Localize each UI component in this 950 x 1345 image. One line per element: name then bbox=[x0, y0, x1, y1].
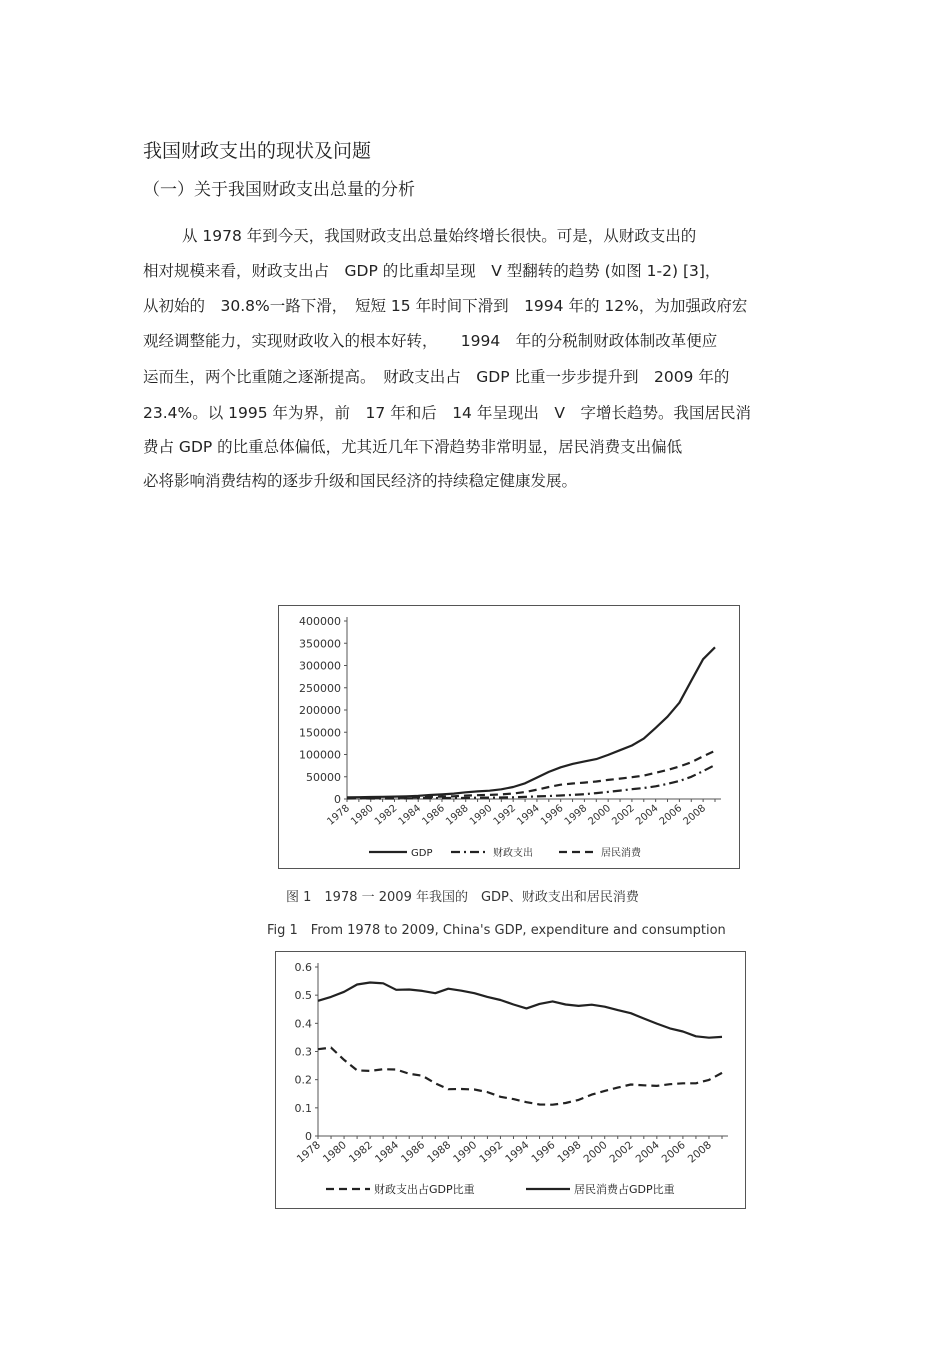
y-tick-label: 50000 bbox=[306, 770, 341, 784]
series-line bbox=[347, 765, 715, 799]
paragraph-line: 运而生，两个比重随之逐渐提高。 财政支出占 GDP 比重一步步提升到 2009 年的 bbox=[143, 368, 730, 386]
series-line bbox=[347, 647, 715, 797]
paragraph-line: 23.4%。以 1995 年为界，前 17 年和后 14 年呈现出 V 字增长趋势。我国居民消 bbox=[143, 404, 751, 422]
series-line bbox=[318, 1048, 722, 1105]
section-heading: 我国财政支出的现状及问题 bbox=[143, 140, 372, 162]
x-tick-label: 1994 bbox=[515, 802, 542, 828]
x-tick-label: 1996 bbox=[529, 1139, 558, 1166]
x-tick-label: 1998 bbox=[562, 802, 590, 828]
y-tick-label: 250000 bbox=[299, 681, 341, 695]
x-tick-label: 1986 bbox=[420, 802, 447, 828]
y-tick-label: 350000 bbox=[299, 637, 341, 651]
chart-gdp-expenditure-consumption bbox=[278, 605, 740, 869]
x-tick-label: 1978 bbox=[325, 802, 352, 828]
paragraph-line: 从 1978 年到今天，我国财政支出总量始终增长很快。可是，从财政支出的 bbox=[182, 227, 697, 245]
x-tick-label: 1980 bbox=[320, 1139, 349, 1166]
x-tick-label: 2004 bbox=[633, 1139, 662, 1166]
y-tick-label: 400000 bbox=[299, 615, 341, 628]
y-tick-label: 0.6 bbox=[294, 961, 312, 974]
x-tick-label: 2008 bbox=[685, 1139, 714, 1166]
x-tick-label: 1984 bbox=[396, 802, 424, 828]
y-tick-label: 0.2 bbox=[294, 1073, 312, 1087]
x-tick-label: 2000 bbox=[586, 802, 614, 828]
x-tick-label: 1990 bbox=[467, 802, 495, 828]
legend-label: 居民消费 bbox=[601, 848, 641, 859]
y-tick-label: 0.4 bbox=[294, 1017, 312, 1031]
x-tick-label: 2004 bbox=[634, 802, 661, 828]
figure-caption-cn: 图 1 1978 一 2009 年我国的 GDP、财政支出和居民消费 bbox=[286, 890, 639, 905]
y-tick-label: 100000 bbox=[299, 748, 341, 762]
paragraph-line: 从初始的 30.8%一路下滑， 短短 15 年时间下滑到 1994 年的 12%，为加强政府宏 bbox=[143, 297, 748, 315]
x-tick-label: 1988 bbox=[425, 1139, 454, 1166]
x-tick-label: 2008 bbox=[681, 802, 709, 828]
x-tick-label: 1980 bbox=[349, 802, 376, 828]
x-tick-label: 2006 bbox=[657, 802, 685, 828]
paragraph-line: 观经调整能力，实现财政收入的根本好转， 1994 年的分税制财政体制改革便应 bbox=[143, 332, 718, 350]
y-tick-label: 300000 bbox=[299, 659, 341, 673]
subsection-heading: （一）关于我国财政支出总量的分析 bbox=[143, 180, 415, 200]
x-tick-label: 1982 bbox=[372, 802, 400, 828]
x-tick-label: 2002 bbox=[607, 1139, 636, 1166]
x-tick-label: 1982 bbox=[346, 1139, 376, 1166]
chart1-svg bbox=[279, 606, 739, 868]
legend-label: GDP bbox=[411, 848, 433, 859]
series-line bbox=[347, 751, 715, 798]
paragraph-line: 费占 GDP 的比重总体偏低，尤其近几年下滑趋势非常明显，居民消费支出偏低 bbox=[143, 438, 683, 456]
y-tick-label: 0 bbox=[305, 1130, 312, 1143]
y-tick-label: 0.3 bbox=[294, 1045, 312, 1059]
series-line bbox=[318, 983, 722, 1038]
y-tick-label: 200000 bbox=[299, 704, 341, 717]
x-tick-label: 1978 bbox=[294, 1139, 323, 1166]
paragraph-line: 必将影响消费结构的逐步升级和国民经济的持续稳定健康发展。 bbox=[143, 472, 578, 490]
y-tick-label: 0.1 bbox=[294, 1101, 312, 1115]
x-tick-label: 1990 bbox=[451, 1139, 480, 1166]
x-tick-label: 1996 bbox=[539, 802, 566, 828]
x-tick-label: 1992 bbox=[491, 802, 519, 828]
x-tick-label: 2002 bbox=[610, 802, 637, 828]
figure-caption-en: Fig 1 From 1978 to 2009, China's GDP, expenditure and consumption bbox=[267, 923, 726, 938]
paragraph-line: 相对规模来看，财政支出占 GDP 的比重却呈现 V 型翻转的趋势 (如图 1-2) [3]， bbox=[143, 262, 721, 280]
y-tick-label: 0.5 bbox=[294, 989, 312, 1003]
legend-label: 财政支出占GDP比重 bbox=[374, 1183, 475, 1196]
legend-label: 财政支出 bbox=[493, 848, 533, 859]
x-tick-label: 1998 bbox=[555, 1139, 584, 1166]
x-tick-label: 1994 bbox=[503, 1139, 532, 1166]
chart2-svg bbox=[276, 952, 745, 1208]
y-tick-label: 0 bbox=[334, 793, 341, 806]
y-tick-label: 150000 bbox=[299, 726, 341, 740]
x-tick-label: 2006 bbox=[659, 1139, 688, 1166]
x-tick-label: 1984 bbox=[372, 1139, 402, 1166]
x-tick-label: 1992 bbox=[477, 1139, 506, 1166]
chart-ratio-to-gdp bbox=[275, 951, 746, 1209]
x-tick-label: 1988 bbox=[444, 802, 471, 828]
x-tick-label: 1986 bbox=[398, 1139, 428, 1166]
legend-label: 居民消费占GDP比重 bbox=[574, 1183, 675, 1196]
x-tick-label: 2000 bbox=[581, 1139, 610, 1166]
